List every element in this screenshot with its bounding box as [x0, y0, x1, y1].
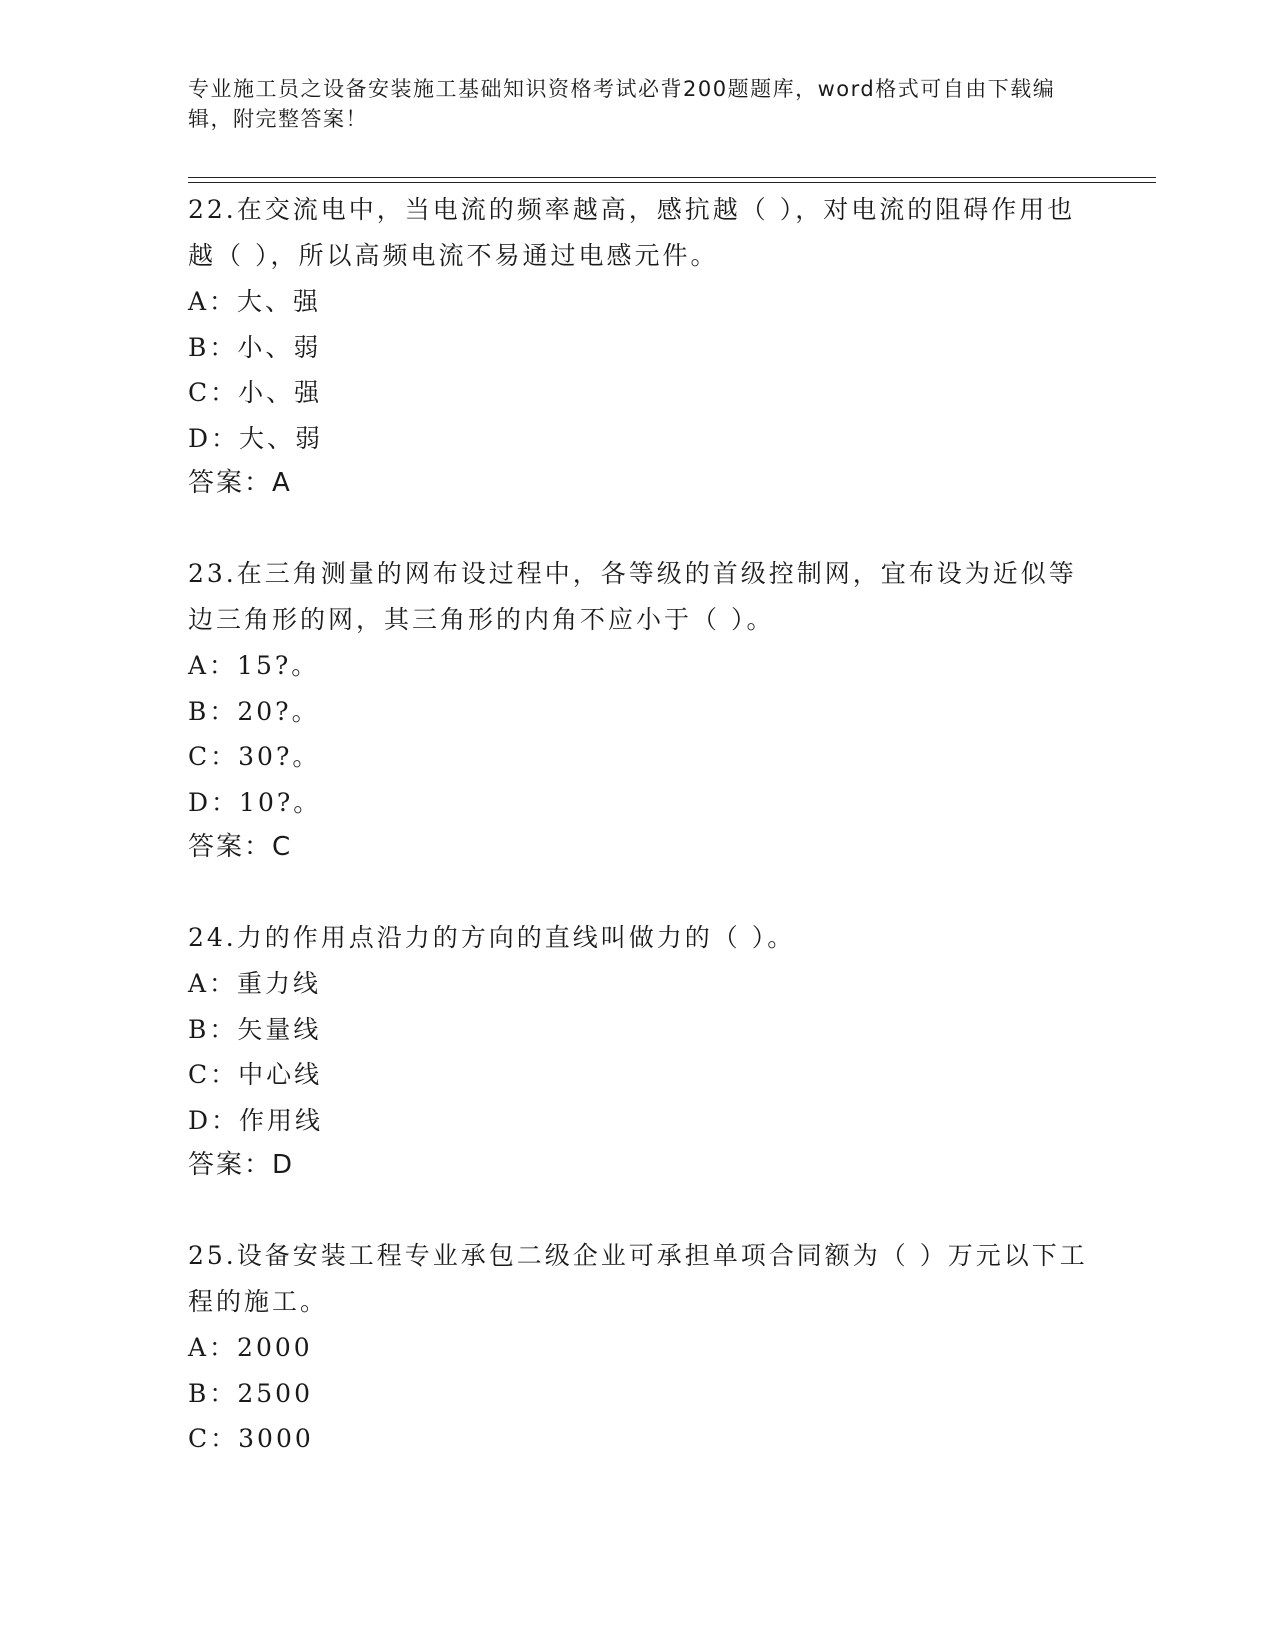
option-b: B：小、弱	[188, 332, 322, 362]
option-a: A：15?。	[188, 651, 320, 680]
question-stem: 24.力的作用点沿力的方向的直线叫做力的（ ）。	[188, 923, 796, 952]
option-d: D：10?。	[188, 787, 322, 817]
option-a: A：2000	[188, 1333, 313, 1362]
option-b: B：2500	[188, 1378, 313, 1408]
option-d: D：作用线	[188, 1105, 324, 1135]
header-divider	[188, 177, 1156, 178]
answer: 答案：D	[188, 1150, 295, 1180]
question-22	[188, 187, 1088, 506]
question-stem: 23.在三角测量的网布设过程中，各等级的首级控制网，宜布设为近似等边三角形的网，其三角形的内角不应小于（ ）。	[188, 559, 1077, 634]
question-stem: 25.设备安装工程专业承包二级企业可承担单项合同额为（ ）万元以下工程的施工。	[188, 1241, 1088, 1316]
option-c: C：30?。	[188, 742, 321, 771]
option-d: D：大、弱	[188, 423, 324, 453]
answer: 答案：C	[188, 832, 293, 862]
option-c: C：小、强	[188, 378, 323, 407]
question-stem: 22.在交流电中，当电流的频率越高，感抗越（ ），对电流的阻碍作用也越（ ），所以高频电流不易通过电感元件。	[188, 195, 1076, 270]
option-c: C：3000	[188, 1424, 314, 1453]
header-divider	[188, 182, 1156, 183]
option-c: C：中心线	[188, 1060, 323, 1089]
page-header: 专业施工员之设备安装施工基础知识资格考试必背200题题库，word格式可自由下载编辑，附完整答案！	[188, 77, 1056, 131]
option-a: A：大、强	[188, 287, 322, 316]
question-24	[188, 915, 1088, 1188]
question-25	[188, 1233, 1088, 1462]
answer: 答案：A	[188, 468, 292, 498]
question-23	[188, 551, 1088, 870]
option-b: B：20?。	[188, 696, 320, 726]
option-a: A：重力线	[188, 969, 322, 998]
option-b: B：矢量线	[188, 1014, 322, 1044]
